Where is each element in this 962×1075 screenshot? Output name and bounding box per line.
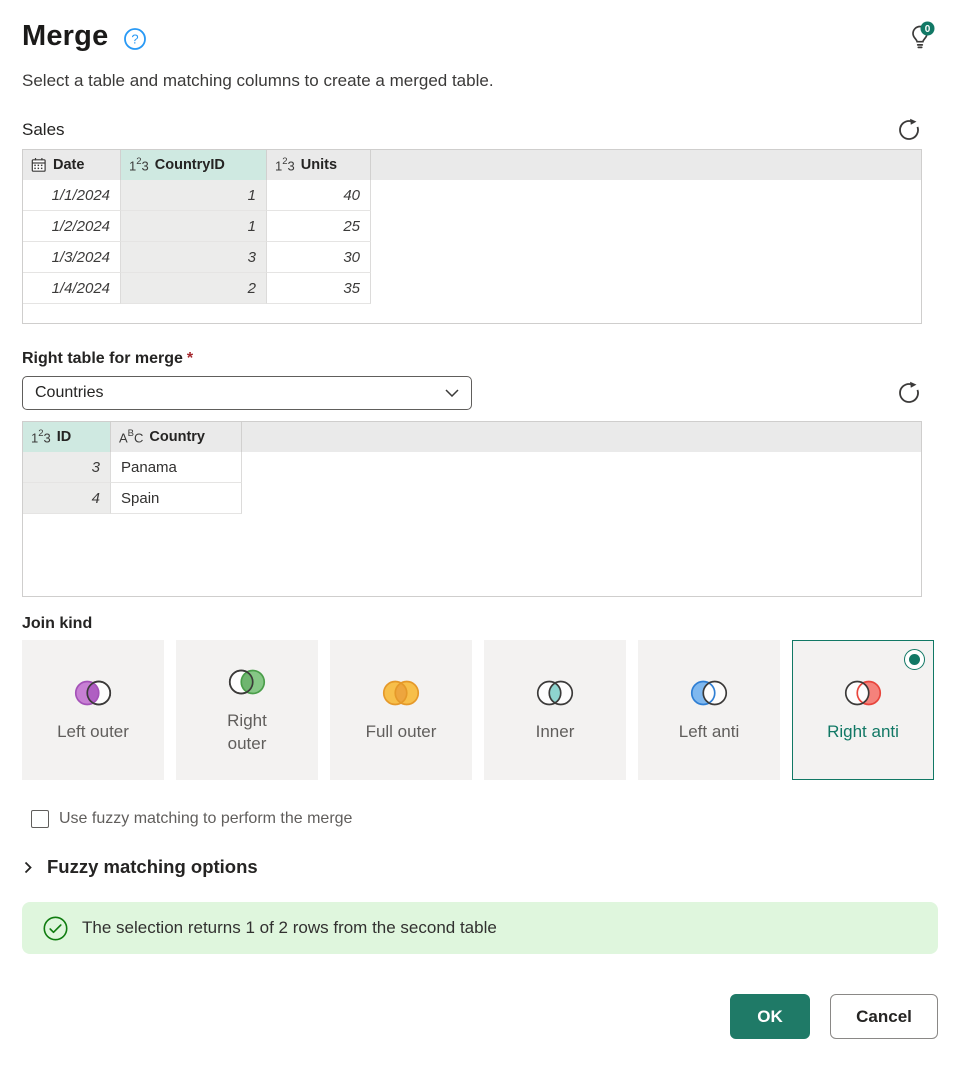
venn-full-outer-icon (378, 676, 424, 710)
fuzzy-matching-checkbox-label: Use fuzzy matching to perform the merge (59, 810, 353, 827)
join-kind-option-inner[interactable] (484, 640, 626, 780)
status-message: The selection returns 1 of 2 rows from the second table (82, 918, 497, 937)
fuzzy-options-label: Fuzzy matching options (47, 856, 258, 877)
table-row (23, 483, 921, 514)
table-row (23, 452, 921, 483)
header-filler (242, 422, 921, 452)
refresh-icon (896, 380, 922, 406)
dialog-footer (22, 994, 938, 1039)
ideas-badge-count: 0 (924, 24, 931, 35)
venn-inner-icon (532, 676, 578, 710)
join-kind-option-label: Right anti (827, 722, 899, 742)
table-cell[interactable]: 4 (23, 483, 111, 514)
table-row (23, 211, 921, 242)
join-kind-options (22, 640, 940, 780)
countries-table-header (23, 422, 921, 452)
cancel-button[interactable]: Cancel (830, 994, 938, 1039)
table-row (23, 273, 921, 304)
column-header-date[interactable]: Date (23, 150, 121, 180)
join-kind-option-label: Left outer (57, 722, 129, 742)
join-kind-option-label: Right outer (227, 711, 267, 753)
venn-left-outer-icon (70, 676, 116, 710)
refresh-left-table-button[interactable] (896, 117, 922, 143)
chevron-right-icon (24, 861, 32, 874)
sales-table (22, 149, 922, 324)
table-cell[interactable]: 3 (23, 452, 111, 483)
table-cell[interactable]: 1/2/2024 (23, 211, 121, 242)
column-header-country[interactable]: $A^BC$ Country (111, 422, 242, 452)
page-title: Merge (22, 20, 109, 52)
table-cell[interactable]: 1 (121, 211, 267, 242)
countries-table (22, 421, 922, 597)
table-cell[interactable]: 40 (267, 180, 371, 211)
table-cell[interactable]: 1/4/2024 (23, 273, 121, 304)
table-row (23, 180, 921, 211)
table-cell[interactable]: 1/1/2024 (23, 180, 121, 211)
ok-button[interactable]: OK (730, 994, 810, 1039)
lightbulb-icon (904, 20, 938, 54)
join-kind-option-label: Full outer (365, 722, 437, 742)
table-cell[interactable]: 35 (267, 273, 371, 304)
number-type-icon: $1^23$ (129, 155, 149, 174)
column-header-id[interactable]: $1^23$ ID (23, 422, 111, 452)
status-banner (22, 902, 938, 954)
table-cell[interactable]: Panama (111, 452, 242, 483)
join-kind-option-left-anti[interactable] (638, 640, 780, 780)
table-cell[interactable]: Spain (111, 483, 242, 514)
venn-left-anti-icon (686, 676, 732, 710)
table-cell[interactable]: 2 (121, 273, 267, 304)
join-kind-option-label: Inner (535, 722, 575, 742)
left-table-name: Sales (22, 120, 65, 139)
selected-radio-icon (904, 649, 925, 670)
right-table-picker-label: Right table for merge * (22, 350, 194, 367)
sales-table-header (23, 150, 921, 180)
help-icon (123, 27, 147, 51)
venn-right-anti-icon (840, 676, 886, 710)
table-cell[interactable]: 1/3/2024 (23, 242, 121, 273)
right-table-dropdown[interactable] (22, 376, 472, 410)
table-empty-area (23, 304, 921, 323)
svg-text:?: ? (131, 31, 140, 46)
table-cell[interactable]: 1 (121, 180, 267, 211)
column-header-countryid[interactable]: $1^23$ CountryID (121, 150, 267, 180)
dialog-subtitle: Select a table and matching columns to create a merged table. (22, 71, 494, 90)
fuzzy-matching-checkbox[interactable] (31, 810, 49, 828)
table-empty-area (23, 514, 921, 596)
number-type-icon: $1^23$ (275, 155, 295, 174)
table-cell[interactable]: 30 (267, 242, 371, 273)
help-button[interactable] (123, 27, 147, 51)
number-type-icon: $1^23$ (31, 427, 51, 446)
required-asterisk: * (186, 350, 194, 367)
join-kind-label: Join kind (22, 615, 93, 632)
dropdown-selected-value: Countries (35, 384, 104, 401)
join-kind-option-right-outer[interactable] (176, 640, 318, 780)
fuzzy-matching-checkbox-row (31, 810, 940, 828)
join-kind-option-label: Left anti (678, 722, 740, 742)
dialog-header (22, 20, 940, 57)
calendar-icon (31, 157, 47, 173)
column-header-units[interactable]: $1^23$ Units (267, 150, 371, 180)
refresh-right-table-button[interactable] (896, 380, 922, 406)
check-circle-icon (42, 915, 69, 942)
text-type-icon: $A^BC$ (119, 427, 144, 446)
venn-right-outer-icon (224, 665, 270, 699)
join-kind-option-right-anti[interactable] (792, 640, 934, 780)
join-kind-option-full-outer[interactable] (330, 640, 472, 780)
chevron-down-icon (445, 389, 459, 397)
table-cell[interactable]: 3 (121, 242, 267, 273)
refresh-icon (896, 117, 922, 143)
table-cell[interactable]: 25 (267, 211, 371, 242)
table-row (23, 242, 921, 273)
ideas-button[interactable] (904, 20, 938, 57)
fuzzy-options-expander[interactable] (24, 856, 258, 878)
join-kind-option-left-outer[interactable] (22, 640, 164, 780)
header-filler (371, 150, 921, 180)
